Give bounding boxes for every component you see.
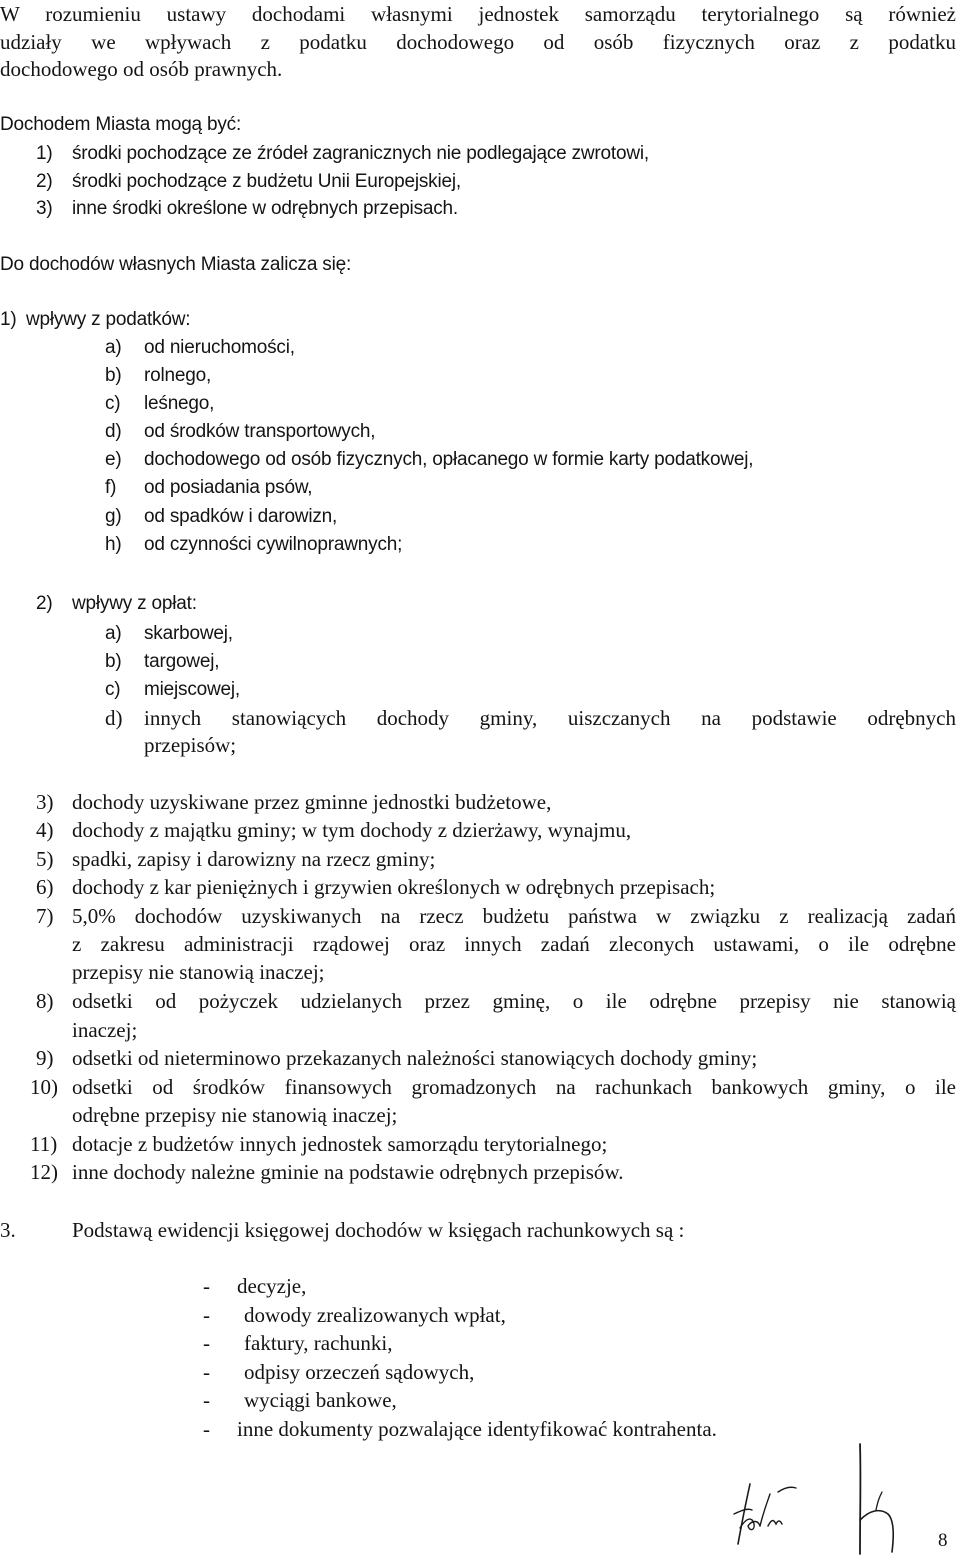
evidence-item: wyciągi bankowe, bbox=[244, 1388, 397, 1412]
taxes-marker: 1) bbox=[0, 309, 17, 330]
fees-label: wpływy z opłat: bbox=[72, 593, 197, 614]
income-item: odsetki od nieterminowo przekazanych należności stanowiących dochody gminy; bbox=[72, 1046, 758, 1070]
tax-item: rolnego, bbox=[144, 365, 212, 386]
tax-item-marker: e) bbox=[105, 449, 122, 470]
income-item-marker: 4) bbox=[36, 818, 54, 842]
tax-item: od czynności cywilnoprawnych; bbox=[144, 534, 403, 555]
tax-item: dochodowego od osób fizycznych, opłacanego w formie karty podatkowej, bbox=[144, 449, 754, 470]
income-source-marker: 2) bbox=[36, 171, 53, 192]
intro-line-1: W rozumieniu ustawy dochodami własnymi jednostek samorządu terytorialnego są również bbox=[0, 2, 956, 26]
income-item-continuation: odrębne przepisy nie stanowią inaczej; bbox=[72, 1103, 398, 1127]
income-item-marker: 8) bbox=[36, 989, 54, 1013]
tax-item: leśnego, bbox=[144, 393, 215, 414]
evidence-item: dowody zrealizowanych wpłat, bbox=[244, 1303, 506, 1327]
income-item-continuation: z zakresu administracji rządowej oraz innych zadań zleconych ustawami, o ile odrębne bbox=[72, 932, 956, 956]
tax-item: od spadków i darowizn, bbox=[144, 506, 338, 527]
fee-item-marker: b) bbox=[105, 651, 122, 672]
income-item-marker: 11) bbox=[30, 1132, 58, 1156]
income-source-item: środki pochodzące z budżetu Unii Europejskiej, bbox=[72, 171, 461, 192]
handwritten-signature bbox=[728, 1480, 800, 1550]
tax-item-marker: f) bbox=[105, 477, 117, 498]
income-item: inne dochody należne gminie na podstawie odrębnych przepisów. bbox=[72, 1160, 624, 1184]
section-number: 3. bbox=[0, 1218, 16, 1242]
tax-item-marker: h) bbox=[105, 534, 122, 555]
fee-item: innych stanowiących dochody gminy, uiszczanych na podstawie odrębnych bbox=[144, 706, 956, 730]
tax-item: od nieruchomości, bbox=[144, 337, 295, 358]
page-number: 8 bbox=[938, 1530, 948, 1551]
fees-marker: 2) bbox=[36, 593, 53, 614]
income-item: odsetki od pożyczek udzielanych przez gminę, o ile odrębne przepisy nie stanowią bbox=[72, 989, 956, 1013]
income-item-continuation: inaczej; bbox=[72, 1018, 138, 1042]
income-item: dotacje z budżetów innych jednostek samorządu terytorialnego; bbox=[72, 1132, 608, 1156]
income-item-marker: 7) bbox=[36, 904, 54, 928]
income-item: dochody uzyskiwane przez gminne jednostki budżetowe, bbox=[72, 790, 552, 814]
income-item-marker: 3) bbox=[36, 790, 54, 814]
income-item-marker: 10) bbox=[30, 1075, 58, 1099]
income-source-marker: 3) bbox=[36, 198, 53, 219]
fee-item-continuation: przepisów; bbox=[144, 733, 237, 757]
list-dash: - bbox=[203, 1360, 210, 1384]
section-heading: Podstawą ewidencji księgowej dochodów w księgach rachunkowych są : bbox=[72, 1218, 685, 1242]
intro-line-3: dochodowego od osób prawnych. bbox=[0, 57, 283, 81]
income-item: 5,0% dochodów uzyskiwanych na rzecz budżetu państwa w związku z realizacją zadań bbox=[72, 904, 956, 928]
fee-item: skarbowej, bbox=[144, 623, 233, 644]
fee-item: targowej, bbox=[144, 651, 220, 672]
fee-item-marker: d) bbox=[105, 706, 123, 730]
list-dash: - bbox=[203, 1417, 210, 1441]
fee-item-marker: c) bbox=[105, 679, 121, 700]
tax-item: od posiadania psów, bbox=[144, 477, 313, 498]
list-dash: - bbox=[203, 1388, 210, 1412]
income-source-item: inne środki określone w odrębnych przepisach. bbox=[72, 198, 458, 219]
list-dash: - bbox=[203, 1303, 210, 1327]
evidence-item: odpisy orzeczeń sądowych, bbox=[244, 1360, 475, 1384]
evidence-item: faktury, rachunki, bbox=[244, 1331, 393, 1355]
income-item: dochody z majątku gminy; w tym dochody z dzierżawy, wynajmu, bbox=[72, 818, 632, 842]
list-dash: - bbox=[203, 1331, 210, 1355]
fee-item-marker: a) bbox=[105, 623, 122, 644]
tax-item-marker: g) bbox=[105, 506, 122, 527]
tax-item: od środków transportowych, bbox=[144, 421, 376, 442]
income-item-marker: 12) bbox=[30, 1160, 58, 1184]
income-item-marker: 5) bbox=[36, 847, 54, 871]
tax-item-marker: a) bbox=[105, 337, 122, 358]
income-item: odsetki od środków finansowych gromadzonych na rachunkach bankowych gminy, o ile bbox=[72, 1075, 956, 1099]
list-dash: - bbox=[203, 1274, 210, 1298]
fee-item: miejscowej, bbox=[144, 679, 240, 700]
intro-line-2: udziały we wpływach z podatku dochodowego od osób fizycznych oraz z podatku bbox=[0, 30, 956, 54]
handwritten-initials bbox=[848, 1440, 908, 1558]
income-item-continuation: przepisy nie stanowią inaczej; bbox=[72, 960, 325, 984]
evidence-item: decyzje, bbox=[237, 1274, 307, 1298]
income-sources-heading: Dochodem Miasta mogą być: bbox=[0, 114, 242, 135]
income-item: dochody z kar pieniężnych i grzywien określonych w odrębnych przepisach; bbox=[72, 875, 716, 899]
tax-item-marker: b) bbox=[105, 365, 122, 386]
evidence-item: inne dokumenty pozwalające identyfikować kontrahenta. bbox=[237, 1417, 717, 1441]
income-source-item: środki pochodzące ze źródeł zagranicznych nie podlegające zwrotowi, bbox=[72, 143, 649, 164]
income-item-marker: 9) bbox=[36, 1046, 54, 1070]
tax-item-marker: c) bbox=[105, 393, 121, 414]
income-source-marker: 1) bbox=[36, 143, 53, 164]
income-item: spadki, zapisy i darowizny na rzecz gminy; bbox=[72, 847, 436, 871]
income-item-marker: 6) bbox=[36, 875, 54, 899]
tax-item-marker: d) bbox=[105, 421, 122, 442]
taxes-label: wpływy z podatków: bbox=[26, 309, 191, 330]
own-income-heading: Do dochodów własnych Miasta zalicza się: bbox=[0, 254, 352, 275]
